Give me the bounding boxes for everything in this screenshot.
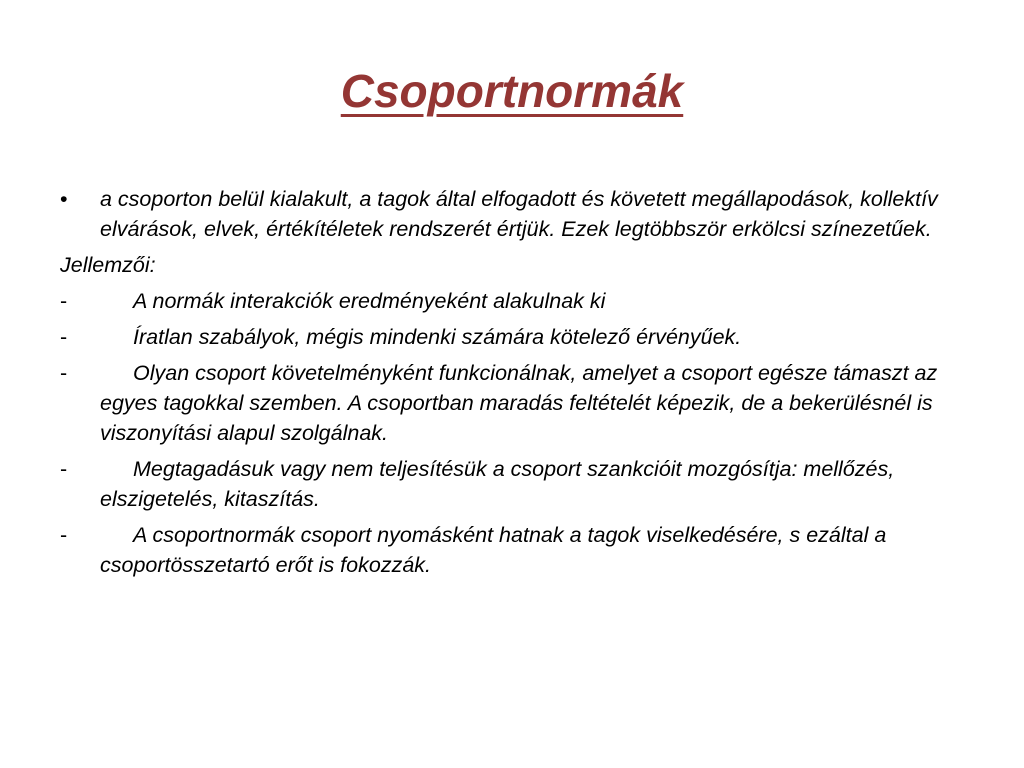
dash-text: Megtagadásuk vagy nem teljesítésük a csoport szankcióit mozgósítja: mellőzés, elszigetelés, kitaszítás. bbox=[100, 457, 895, 511]
bullet-marker: • bbox=[60, 187, 68, 211]
slide-title: Csoportnormák bbox=[340, 65, 684, 117]
bullet-text: a csoporton belül kialakult, a tagok által elfogadott és követett megállapodások, kollektív elvárások, elvek, értékítéletek rendszerét értjük. Ezek legtöbbször erkölcsi színezetűek. bbox=[100, 187, 938, 241]
dash-text: Íratlan szabályok, mégis mindenki számára kötelező érvényűek. bbox=[133, 325, 742, 349]
section-label bbox=[60, 250, 960, 280]
bullet-item bbox=[60, 184, 960, 244]
dash-marker: - bbox=[60, 325, 68, 349]
slide-content bbox=[60, 184, 960, 586]
dash-text: A csoportnormák csoport nyomásként hatnak a tagok viselkedésére, s ezáltal a csoportösszetartó erőt is fokozzák. bbox=[100, 523, 887, 577]
dash-marker: - bbox=[60, 457, 68, 481]
section-label-text: Jellemzői: bbox=[60, 253, 156, 277]
dash-text: A normák interakciók eredményeként alakulnak ki bbox=[133, 289, 606, 313]
dash-marker: - bbox=[60, 523, 68, 547]
dash-item bbox=[60, 322, 960, 352]
dash-item bbox=[60, 358, 960, 448]
dash-text: Olyan csoport követelményként funkcionálnak, amelyet a csoport egésze támaszt az egyes tagokkal szemben. A csoportban maradás feltételét képezik, de a bekerülésnél is viszonyítási alapul szolgálnak. bbox=[100, 361, 938, 445]
dash-marker: - bbox=[60, 289, 68, 313]
dash-marker: - bbox=[60, 361, 68, 385]
dash-item bbox=[60, 520, 960, 580]
dash-item bbox=[60, 286, 960, 316]
dash-item bbox=[60, 454, 960, 514]
